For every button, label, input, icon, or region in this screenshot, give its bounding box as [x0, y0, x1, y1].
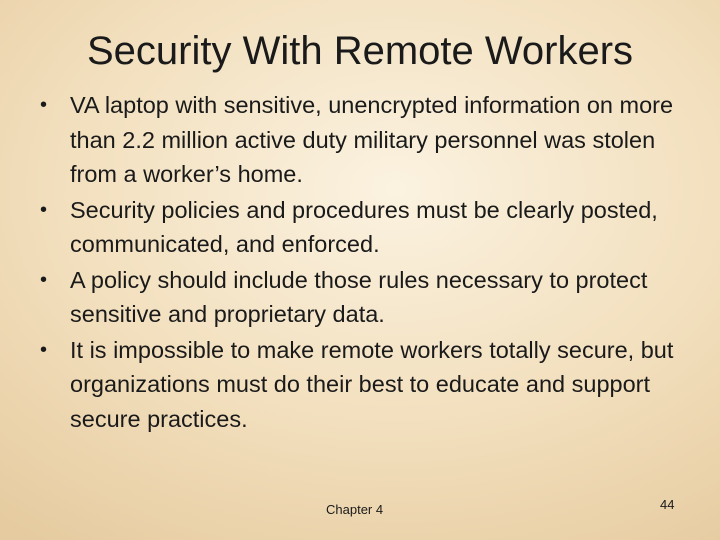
bullet-text: A policy should include those rules necessary to protect sensitive and proprietary data.	[70, 266, 648, 327]
bullet-item	[40, 333, 690, 437]
bullet-icon: •	[40, 268, 48, 291]
bullet-list	[40, 88, 690, 437]
bullet-text: Security policies and procedures must be clearly posted, communicated, and enforced.	[70, 196, 658, 257]
bullet-item	[40, 193, 690, 262]
footer-chapter: Chapter 4	[326, 502, 384, 517]
slide-title: Security With Remote Workers	[86, 29, 634, 73]
bullet-item	[40, 263, 690, 332]
bullet-icon: •	[40, 198, 48, 221]
bullet-text: VA laptop with sensitive, unencrypted information on more than 2.2 million active duty military personnel was stolen from a worker’s home.	[70, 92, 674, 187]
bullet-item	[40, 88, 690, 192]
bullet-icon: •	[40, 338, 48, 361]
page-number: 44	[660, 497, 675, 512]
bullet-icon: •	[40, 94, 48, 116]
bullet-text: It is impossible to make remote workers totally secure, but organizations must do their best to educate and support secure practices.	[70, 336, 674, 432]
